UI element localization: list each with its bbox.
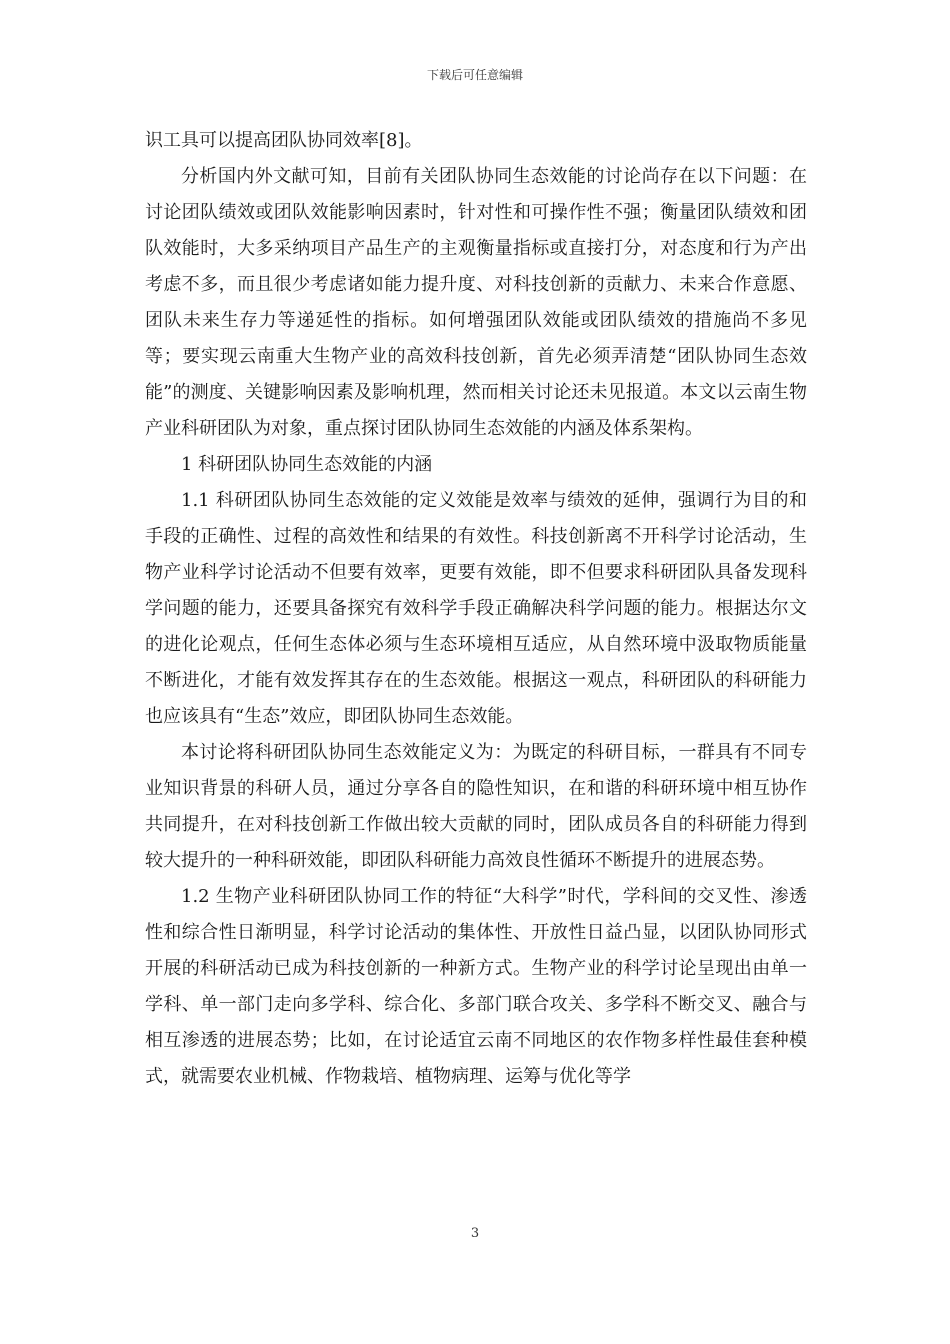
section-heading-1: 1 科研团队协同生态效能的内涵 (181, 454, 433, 475)
paragraph-section-1-2: 1.2 生物产业科研团队协同工作的特征“大科学”时代，学科间的交叉性、渗透性和综合性日渐明显，科学讨论活动的集体性、开放性日益凸显，以团队协同形式开展的科研活动已成为科技创新的一种新方式。生物产业的科学讨论呈现出由单一学科、单一部门走向多学科、综合化、多部门联合攻关、多学科不断交叉、融合与相互渗透的进展态势；比如，在讨论适宜云南不同地区的农作物多样性最佳套种模式，就需要农业机械、作物栽培、植物病理、运筹与优化等学 (145, 886, 807, 1087)
paragraph-definition: 本讨论将科研团队协同生态效能定义为：为既定的科研目标，一群具有不同专业知识背景的科研人员，通过分享各自的隐性知识，在和谐的科研环境中相互协作共同提升，在对科技创新工作做出较大贡献的同时，团队成员各自的科研能力得到较大提升的一种科研效能，即团队科研能力高效良性循环不断提升的进展态势。 (145, 742, 807, 871)
page-number: 3 (470, 1226, 480, 1241)
paragraph-section-1-1: 1.1 科研团队协同生态效能的定义效能是效率与绩效的延伸，强调行为目的和手段的正确性、过程的高效性和结果的有效性。科技创新离不开科学讨论活动，生物产业科学讨论活动不但要有效率，更要有效能，即不但要求科研团队具备发现科学问题的能力，还要具备探究有效科学手段正确解决科学问题的能力。根据达尔文的进化论观点，任何生态体必须与生态环境相互适应，从自然环境中汲取物质能量不断进化，才能有效发挥其存在的生态效能。根据这一观点，科研团队的科研能力也应该具有“生态”效应，即团队协同生态效能。 (145, 490, 807, 727)
paragraph-literature-analysis: 分析国内外文献可知，目前有关团队协同生态效能的讨论尚存在以下问题：在讨论团队绩效或团队效能影响因素时，针对性和可操作性不强；衡量团队绩效和团队效能时，大多采纳项目产品生产的主观衡量指标或直接打分，对态度和行为产出考虑不多，而且很少考虑诸如能力提升度、对科技创新的贡献力、未来合作意愿、团队未来生存力等递延性的指标。如何增强团队效能或团队绩效的措施尚不多见等；要实现云南重大生物产业的高效科技创新，首先必须弄清楚“团队协同生态效能”的测度、关键影响因素及影响机理，然而相关讨论还未见报道。本文以云南生物产业科研团队为对象，重点探讨团队协同生态效能的内涵及体系架构。 (145, 166, 807, 439)
document-body (145, 123, 807, 1095)
paragraph-continuation: 识工具可以提高团队协同效率[8]。 (145, 130, 423, 151)
page-header: 下载后可任意编辑 (426, 68, 523, 82)
